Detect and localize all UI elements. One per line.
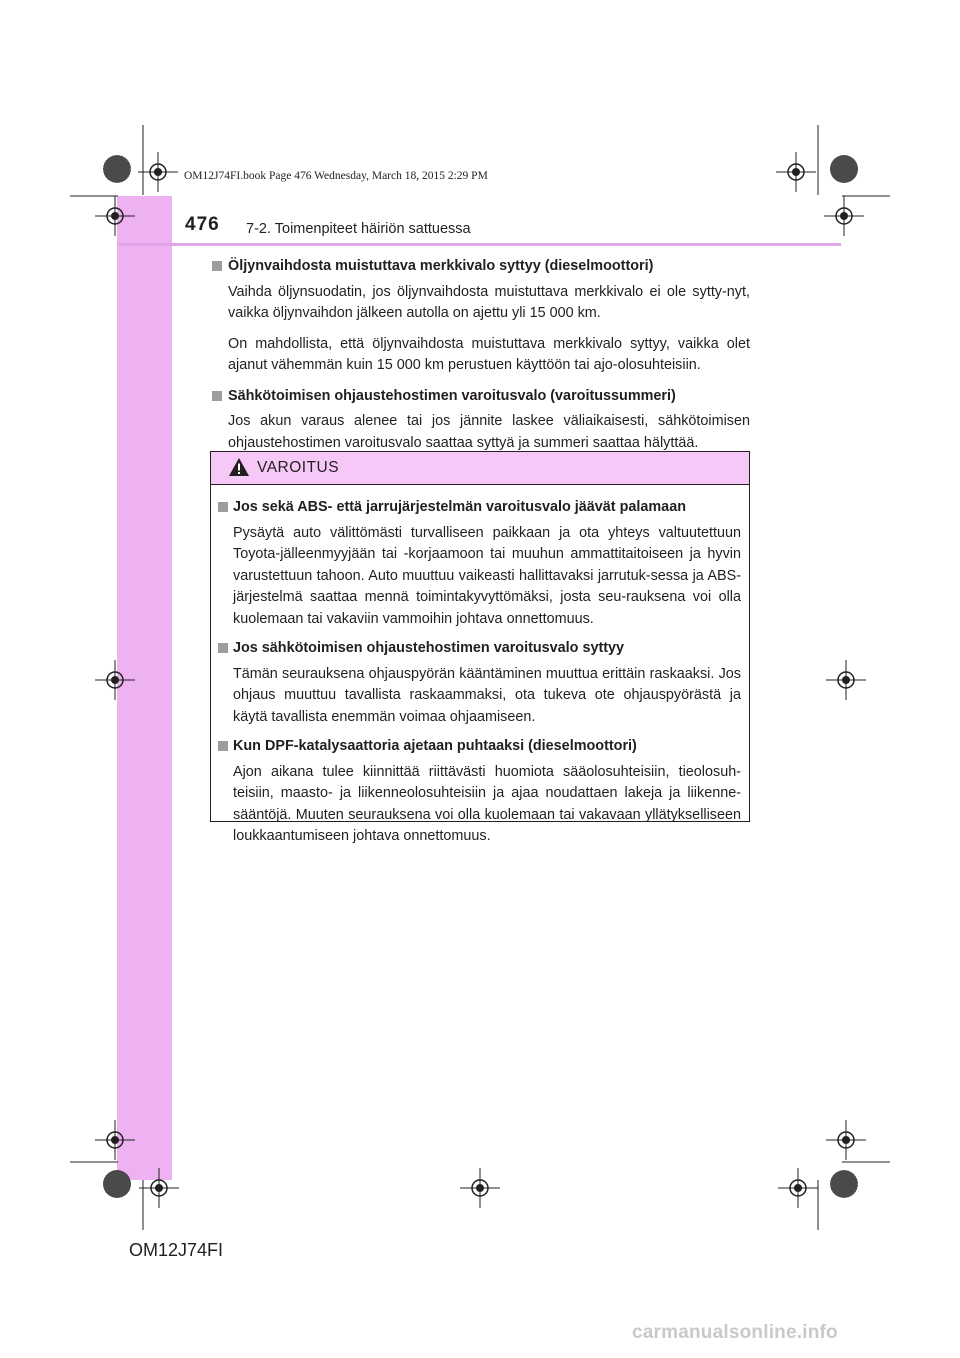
section-paragraph: Vaihda öljynsuodatin, jos öljynvaihdosta muistuttava merkkivalo ei ole sytty-nyt, vaikka öljynvaihdon jälkeen autolla on ajettu yli 15 000 km. — [228, 283, 750, 321]
crosshair-mark-icon — [824, 196, 864, 236]
warning-item-heading: Jos sekä ABS- että jarrujärjestelmän varoitusvalo jäävät palamaan — [218, 497, 741, 519]
color-target-icon — [101, 153, 133, 185]
section-title: 7-2. Toimenpiteet häiriön sattuessa — [246, 221, 471, 237]
book-info: OM12J74FI.book Page 476 Wednesday, March 18, 2015 2:29 PM — [184, 170, 488, 182]
footer-code: OM12J74FI — [129, 1240, 224, 1260]
section-paragraph: On mahdollista, että öljynvaihdosta muistuttava merkkivalo syttyy, vaikka olet ajanut vähemmän kuin 15 000 km perustuen käyttöön tai ajo-olosuhteisiin. — [228, 335, 750, 373]
color-target-icon — [828, 1168, 860, 1200]
crosshair-mark-icon — [95, 196, 135, 236]
crosshair-mark-icon — [460, 1168, 500, 1208]
section-heading: Sähkötoimisen ohjaustehostimen varoitusvalo (varoitussummeri) — [212, 386, 750, 408]
warning-item-text: Tämän seurauksena ohjauspyörän kääntäminen muuttua erittäin raskaaksi. Jos ohjaus muuttuu tavallista raskaammaksi, ota tukeva ote ohjauspyörästä ja käytä tavallista enemmän voimaa ohjaamiseen. — [233, 665, 741, 725]
crosshair-mark-icon — [95, 660, 135, 700]
color-target-icon — [101, 1168, 133, 1200]
crosshair-mark-icon — [138, 152, 178, 192]
crosshair-mark-icon — [778, 1168, 818, 1208]
warning-item-heading: Jos sähkötoimisen ohjaustehostimen varoitusvalo syttyy — [218, 638, 741, 660]
section-paragraph: Jos akun varaus alenee tai jos jännite laskee väliaikaisesti, sähkötoimisen ohjaustehostimen varoitusvalo saattaa syttyä ja summeri saattaa hälyttää. — [228, 413, 750, 451]
crosshair-mark-icon — [95, 1120, 135, 1160]
crosshair-mark-icon — [139, 1168, 179, 1208]
crosshair-mark-icon — [826, 660, 866, 700]
crosshair-mark-icon — [776, 152, 816, 192]
warning-title: VAROITUS — [257, 459, 340, 476]
warning-item-text: Ajon aikana tulee kiinnittää riittävästi huomiota sääolosuhteisiin, tieolosuh-teisiin, maasto- ja liikenneolosuhteisiin ja ajaa noudattaen lakeja ja liikenne-sääntöjä. Muuten seurauksena voi olla kuolemaan tai vakavaan yllätykselliseen loukkaantumiseen johtava onnettomuus. — [233, 763, 741, 844]
warning-item-heading: Kun DPF-katalysaattoria ajetaan puhtaaksi (dieselmoottori) — [218, 736, 741, 758]
page-number: 476 — [185, 214, 220, 235]
section-heading: Öljynvaihdosta muistuttava merkkivalo syttyy (dieselmoottori) — [212, 256, 750, 278]
color-target-icon — [828, 153, 860, 185]
watermark: carmanualsonline.info — [632, 1322, 838, 1343]
warning-item-text: Pysäytä auto välittömästi turvalliseen paikkaan ja ota yhteys valtuutettuun Toyota-jälleenmyyjään tai -korjaamoon tai muuhun ammattitaitoiseen ja hyvin varustettuun tahoon. Auto muuttuu vaikeasti hallittavaksi jarrutuk-sessa ja ABS-järjestelmä saattaa mennä toimintakyvyttömäksi, josta seu-rauksena voi olla kuolemaan tai vakaviin vammoihin johtava onnettomuus. — [233, 524, 741, 627]
crosshair-mark-icon — [826, 1120, 866, 1160]
